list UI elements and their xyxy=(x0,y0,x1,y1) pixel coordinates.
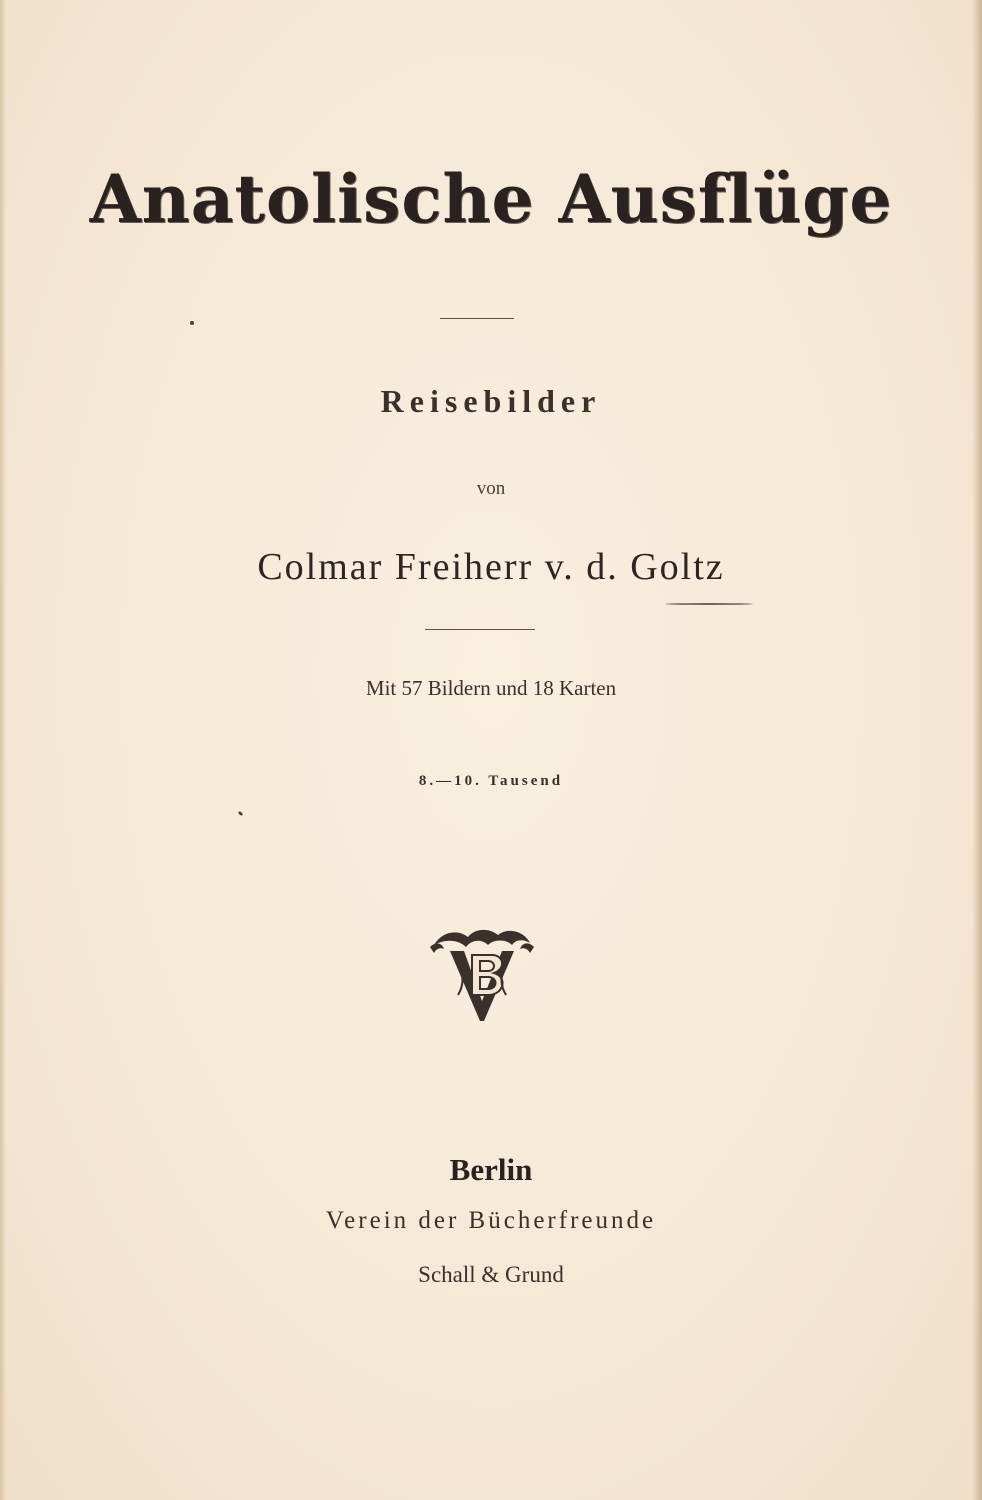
divider-rule-top xyxy=(440,318,514,319)
ink-speck xyxy=(190,321,194,325)
edition-note: 8.—10. Tausend xyxy=(418,773,564,789)
book-subtitle: Reisebilder xyxy=(380,383,602,419)
ink-speck xyxy=(238,811,244,817)
publisher-imprint: Schall & Grund xyxy=(418,1262,564,1287)
by-line: von xyxy=(476,478,506,499)
illustrations-note: Mit 57 Bildern und 18 Karten xyxy=(365,676,617,700)
publisher-monogram-vb-icon xyxy=(428,925,536,1027)
publication-city: Berlin xyxy=(449,1152,533,1187)
divider-rule-middle xyxy=(425,629,535,630)
publisher-name: Verein der Bücherfreunde xyxy=(325,1207,657,1234)
book-title: Anatolische Ausflüge xyxy=(89,160,893,238)
author-name: Colmar Freiherr v. d. Goltz xyxy=(257,546,725,588)
pencil-underline xyxy=(665,603,753,605)
